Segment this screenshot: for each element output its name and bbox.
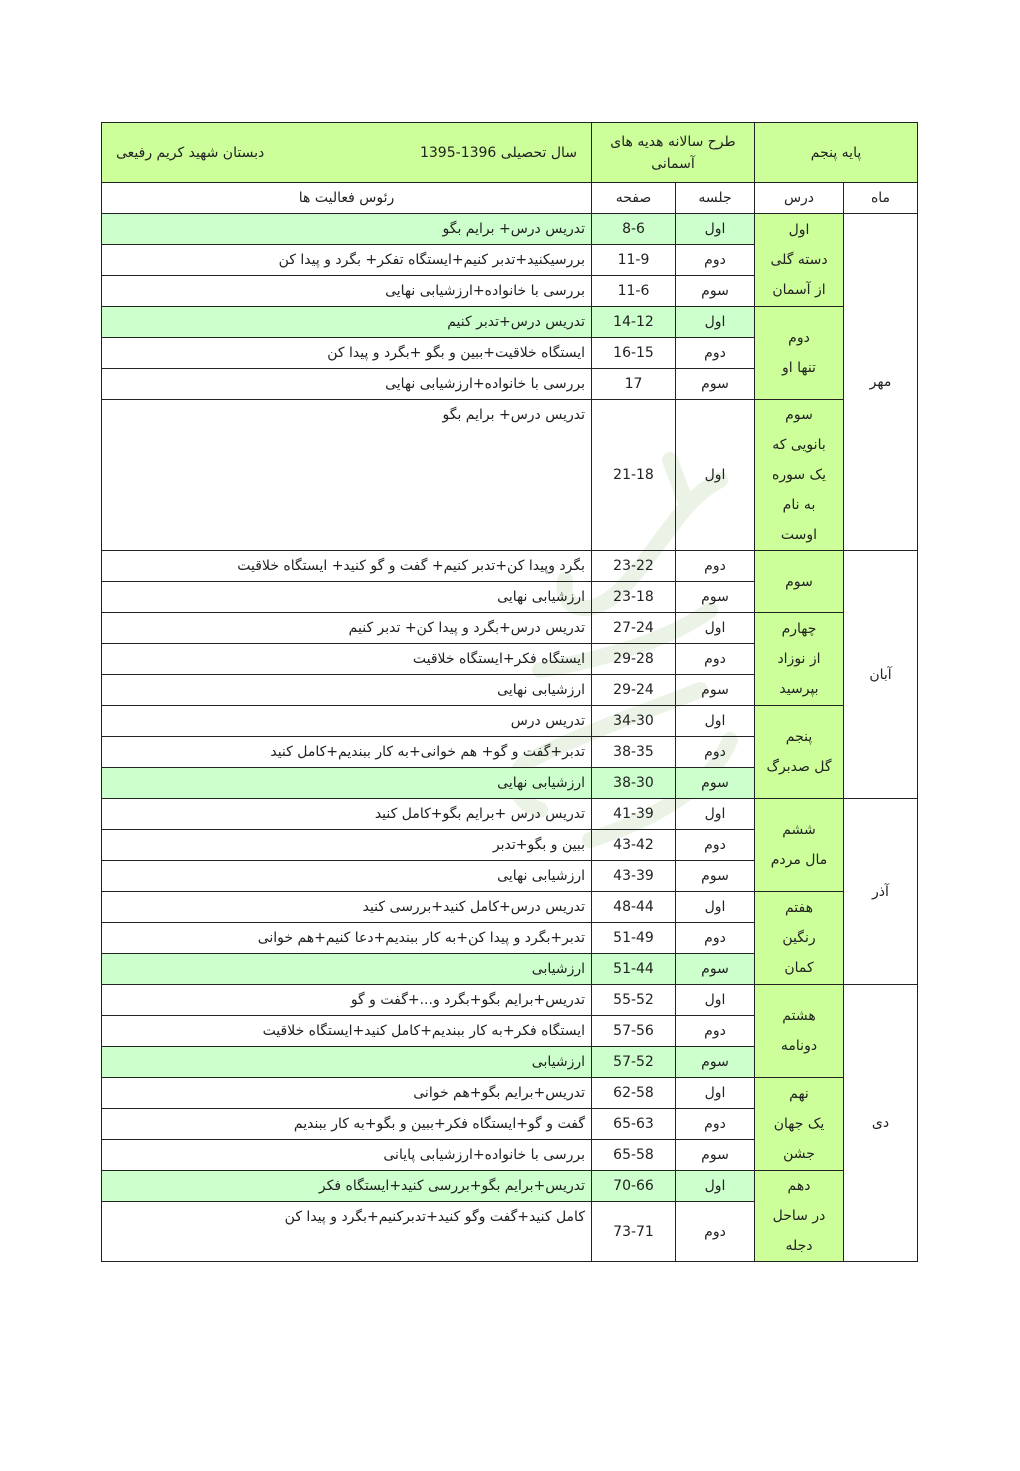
column-header-session: جلسه [676, 183, 755, 214]
session-cell: اول [676, 892, 755, 923]
session-cell: اول [676, 985, 755, 1016]
lesson-cell [755, 214, 844, 307]
table-row [102, 307, 918, 338]
session-cell: سوم [676, 276, 755, 307]
pages-cell: 57-56 [592, 1016, 676, 1047]
activity-cell: تدریس+برایم بگو+بررسی کنید+ایستگاه فکر [102, 1171, 592, 1202]
lesson-line: از نوزاد [777, 651, 821, 667]
session-cell: سوم [676, 768, 755, 799]
pages-cell: 55-52 [592, 985, 676, 1016]
lesson-line: ششم [782, 822, 816, 838]
activity-cell: گفت و گو+ایستگاه فکر+ببین و بگو+به کار ببندیم [102, 1109, 592, 1140]
activity-cell: ببین و بگو+تدبر [102, 830, 592, 861]
session-cell: اول [676, 1171, 755, 1202]
month-cell: دی [844, 985, 918, 1262]
pages-cell: 21-18 [592, 400, 676, 551]
activity-cell: تدریس+برایم بگو+بگرد و...+گفت و گو [102, 985, 592, 1016]
session-cell: سوم [676, 954, 755, 985]
lesson-line: دجله [785, 1238, 813, 1254]
lesson-cell [755, 1078, 844, 1171]
lesson-line: بپرسید [779, 681, 819, 697]
table-row [102, 1078, 918, 1109]
pages-cell: 23-18 [592, 582, 676, 613]
school-year-cell [102, 123, 592, 183]
lesson-line: دونامه [780, 1038, 818, 1054]
session-cell: دوم [676, 644, 755, 675]
session-cell: دوم [676, 923, 755, 954]
lesson-cell [755, 551, 844, 613]
month-cell: آذر [844, 799, 918, 985]
lesson-line: نهم [789, 1086, 809, 1102]
lesson-line: دهم [787, 1178, 811, 1194]
activity-cell: تدریس درس+بگرد و پیدا کن+ تدبر کنیم [102, 613, 592, 644]
lesson-line: سوم [785, 573, 813, 590]
table-row [102, 892, 918, 923]
table-row [102, 613, 918, 644]
table-row [102, 400, 918, 551]
lesson-line: هفتم [784, 900, 813, 916]
plan-title: طرح سالانه هدیه های آسمانی [592, 123, 755, 183]
session-cell: اول [676, 706, 755, 737]
table-row [102, 1171, 918, 1202]
pages-cell: 29-24 [592, 675, 676, 706]
session-cell: اول [676, 307, 755, 338]
activity-cell: ایستگاه فکر+ایستگاه خلاقیت [102, 644, 592, 675]
activity-cell: ارزشیابی نهایی [102, 675, 592, 706]
activity-cell: کامل کنید+گفت وگو کنید+تدبرکنیم+بگرد و پیدا کن [102, 1202, 592, 1262]
session-cell: اول [676, 400, 755, 551]
pages-cell: 70-66 [592, 1171, 676, 1202]
lesson-cell [755, 400, 844, 551]
lesson-line: یک جهان [773, 1116, 825, 1132]
session-cell: سوم [676, 1047, 755, 1078]
grade-title: پایه پنجم [755, 123, 918, 183]
header-row [102, 123, 918, 183]
activity-cell: ایستگاه خلاقیت+ببین و بگو +بگرد و پیدا کن [102, 338, 592, 369]
lesson-line: هشتم [782, 1008, 816, 1024]
session-cell: اول [676, 214, 755, 245]
lesson-cell [755, 706, 844, 799]
column-header-pages: صفحه [592, 183, 676, 214]
session-cell: سوم [676, 369, 755, 400]
activity-cell: ارزشیابی نهایی [102, 582, 592, 613]
pages-cell: 43-42 [592, 830, 676, 861]
session-cell: سوم [676, 1140, 755, 1171]
pages-cell: 73-71 [592, 1202, 676, 1262]
activity-cell: بررسیکنید+تدبر کنیم+ایستگاه تفکر+ بگرد و پیدا کن [102, 245, 592, 276]
activity-cell: تدبر+بگرد و پیدا کن+به کار ببندیم+دعا کنیم+هم خوانی [102, 923, 592, 954]
lesson-cell [755, 307, 844, 400]
pages-cell: 17 [592, 369, 676, 400]
activity-cell: ایستگاه فکر+به کار ببندیم+کامل کنید+ایستگاه خلاقیت [102, 1016, 592, 1047]
pages-cell: 29-28 [592, 644, 676, 675]
month-cell: مهر [844, 214, 918, 551]
column-header-month: ماه [844, 183, 918, 214]
pages-cell: 8-6 [592, 214, 676, 245]
pages-cell: 51-49 [592, 923, 676, 954]
activity-cell: تدریس+برایم بگو+هم خوانی [102, 1078, 592, 1109]
lesson-line: بانویی که [772, 437, 826, 453]
session-cell: دوم [676, 1202, 755, 1262]
session-cell: اول [676, 1078, 755, 1109]
column-header-activities: رئوس فعالیت ها [102, 183, 592, 214]
pages-cell: 65-63 [592, 1109, 676, 1140]
pages-cell: 62-58 [592, 1078, 676, 1109]
lesson-line: اوست [780, 527, 818, 543]
lesson-cell [755, 985, 844, 1078]
lesson-cell [755, 799, 844, 892]
lesson-line: مال مردم [770, 852, 828, 868]
lesson-line: کمان [784, 960, 814, 976]
table-row [102, 985, 918, 1016]
activity-cell: تدریس درس+ برایم بگو [102, 214, 592, 245]
session-cell: دوم [676, 1016, 755, 1047]
session-cell: دوم [676, 245, 755, 276]
lesson-line: چهارم [781, 621, 817, 637]
pages-cell: 27-24 [592, 613, 676, 644]
lesson-line: تنها او [782, 360, 816, 376]
school-name: دبستان شهید کریم رفیعی [116, 144, 265, 161]
session-cell: اول [676, 613, 755, 644]
session-cell: سوم [676, 675, 755, 706]
activity-cell: بگرد وپیدا کن+تدبر کنیم+ گفت و گو کنید+ ایستگاه خلاقیت [102, 551, 592, 582]
session-cell: دوم [676, 737, 755, 768]
table-row [102, 799, 918, 830]
pages-cell: 38-35 [592, 737, 676, 768]
lesson-cell [755, 892, 844, 985]
activity-cell: تدریس درس+ برایم بگو [102, 400, 592, 551]
table-row [102, 214, 918, 245]
session-cell: دوم [676, 551, 755, 582]
lesson-line: دسته گلی [770, 252, 828, 268]
lesson-line: پنجم [785, 729, 813, 745]
activity-cell: تدبر+گفت و گو+ هم خوانی+به کار ببندیم+کامل کنید [102, 737, 592, 768]
activity-cell: ارزشیابی [102, 954, 592, 985]
lesson-line: یک سوره [772, 467, 826, 483]
pages-cell: 65-58 [592, 1140, 676, 1171]
activity-cell: تدریس درس+کامل کنید+بررسی کنید [102, 892, 592, 923]
activity-cell: تدریس درس [102, 706, 592, 737]
table-row [102, 551, 918, 582]
session-cell: سوم [676, 861, 755, 892]
lesson-line: جشن [783, 1146, 815, 1162]
lesson-line: رنگین [782, 930, 816, 946]
pages-cell: 57-52 [592, 1047, 676, 1078]
lesson-line: اول [788, 222, 810, 238]
pages-cell: 11-9 [592, 245, 676, 276]
lesson-cell [755, 613, 844, 706]
activity-cell: تدریس درس +برایم بگو+کامل کنید [102, 799, 592, 830]
academic-year: سال تحصیلی 1396-1395 [419, 144, 577, 161]
session-cell: دوم [676, 830, 755, 861]
lesson-line: در ساحل [772, 1208, 826, 1224]
table-row [102, 706, 918, 737]
activity-cell: بررسی با خانواده+ارزشیابی نهایی [102, 369, 592, 400]
session-cell: دوم [676, 1109, 755, 1140]
month-cell: آبان [844, 551, 918, 799]
activity-cell: بررسی با خانواده+ارزشیابی نهایی [102, 276, 592, 307]
pages-cell: 23-22 [592, 551, 676, 582]
activity-cell: ارزشیابی نهایی [102, 768, 592, 799]
lesson-line: به نام [782, 497, 816, 513]
annual-plan-table [101, 122, 918, 1262]
activity-cell: بررسی با خانواده+ارزشیابی پایانی [102, 1140, 592, 1171]
pages-cell: 34-30 [592, 706, 676, 737]
pages-cell: 38-30 [592, 768, 676, 799]
pages-cell: 41-39 [592, 799, 676, 830]
pages-cell: 51-44 [592, 954, 676, 985]
pages-cell: 11-6 [592, 276, 676, 307]
lesson-line: دوم [788, 330, 810, 346]
session-cell: سوم [676, 582, 755, 613]
lesson-cell [755, 1171, 844, 1262]
lesson-line: از آسمان [772, 282, 826, 298]
pages-cell: 43-39 [592, 861, 676, 892]
session-cell: دوم [676, 338, 755, 369]
session-cell: اول [676, 799, 755, 830]
pages-cell: 14-12 [592, 307, 676, 338]
pages-cell: 16-15 [592, 338, 676, 369]
column-header-lesson: درس [755, 183, 844, 214]
lesson-line: سوم [785, 407, 813, 423]
activity-cell: ارزشیابی [102, 1047, 592, 1078]
activity-cell: ارزشیابی نهایی [102, 861, 592, 892]
lesson-line: گل صدبرگ [766, 759, 832, 775]
pages-cell: 48-44 [592, 892, 676, 923]
activity-cell: تدریس درس+تدبر کنیم [102, 307, 592, 338]
column-header-row [102, 183, 918, 214]
